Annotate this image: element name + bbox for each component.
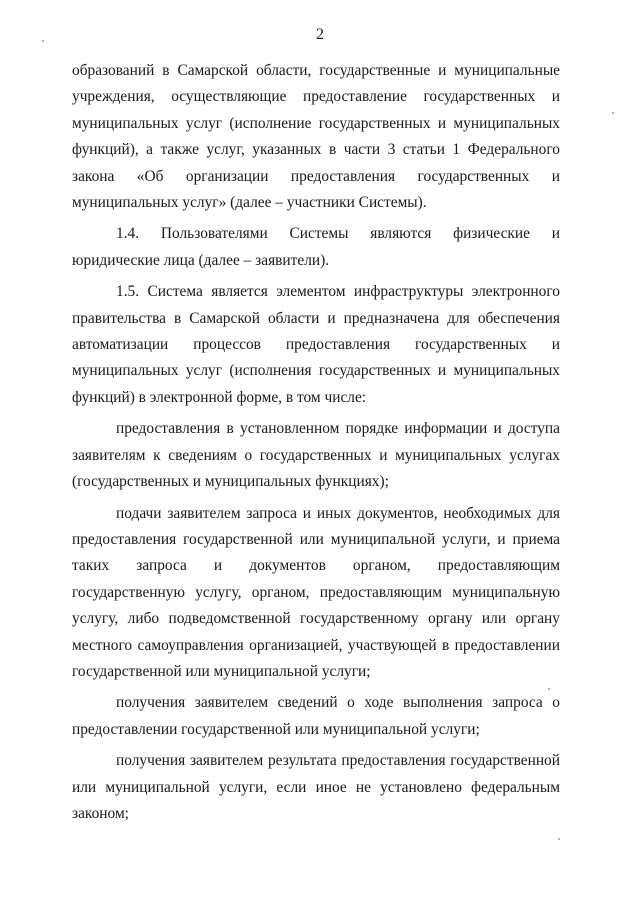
list-item-service-result: получения заявителем результата предоставления государственной или муниципальной услуги, если иное не установлено федеральным законом; [72,752,560,822]
paragraph-continuation: образований в Самарской области, государственные и муниципальные учреждения, осуществляющие предоставление государственных и муниципальных услуг (исполнение государственных и муниципальных функций), а также услуг, указанных в части 3 статьи 1 Федерального закона «Об организации предоставления государственных и муниципальных услуг» (далее – участники Системы). [72,62,560,212]
scan-speck [612,112,614,114]
page-number: 2 [316,26,324,43]
paragraph-1-5: 1.5. Система является элементом инфраструктуры электронного правительства в Самарской области и предназначена для обеспечения автоматизации процессов предоставления государственных и муниципальных услуг (исполнения государственных и муниципальных функций) в электронной форме, в том числе: [72,283,560,406]
scan-speck [558,838,560,840]
list-item-request-submission: подачи заявителем запроса и иных документов, необходимых для предоставления государственной или муниципальной услуги, и приема таких запроса и документов органом, предоставляющим государственную услугу, органом, предоставляющим муниципальную услугу, либо подведомственной государственному органу или органу местного самоуправления организацией, участвующей в предоставлении государственной или муниципальной услуги; [72,504,560,680]
list-item-request-status: получения заявителем сведений о ходе выполнения запроса о предоставлении государственной или муниципальной услуги; [72,694,560,738]
paragraph-1-4: 1.4. Пользователями Системы являются физические и юридические лица (далее – заявители). [72,225,560,269]
list-item-information-access: предоставления в установленном порядке информации и доступа заявителям к сведениям о государственных и муниципальных услугах (государственных и муниципальных функциях); [72,420,560,491]
scan-speck [42,40,44,42]
document-body [72,58,560,827]
scan-speck [548,688,550,690]
